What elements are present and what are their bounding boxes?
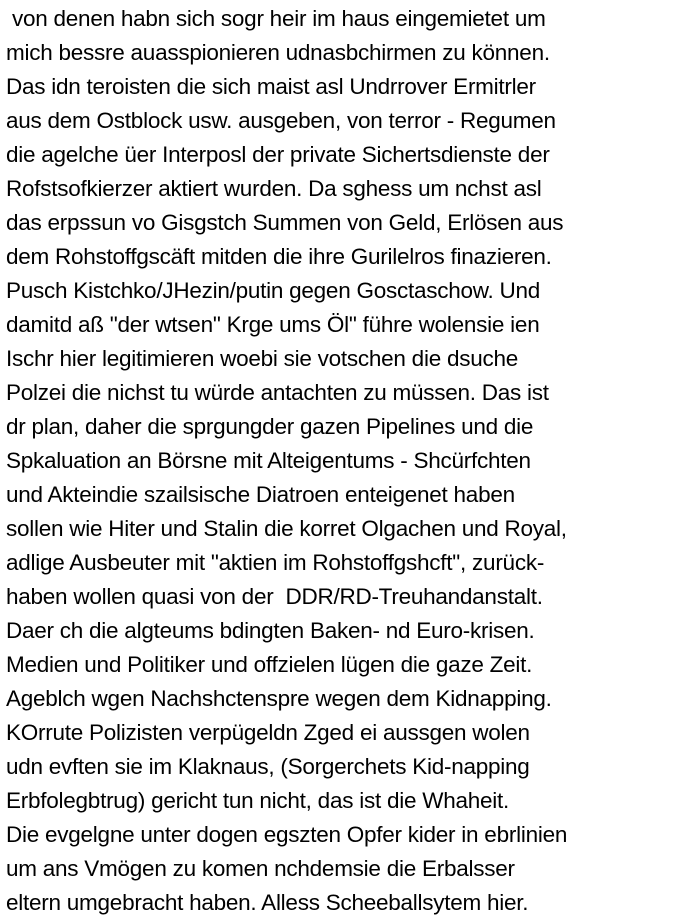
text-line: haben wollen quasi von der DDR/RD-Treuhandanstalt. xyxy=(6,584,543,609)
text-line: und Akteindie szailsische Diatroen enteigenet haben xyxy=(6,482,515,507)
text-line: Polzei die nichst tu würde antachten zu müssen. Das ist xyxy=(6,380,549,405)
text-line: die agelche üer Interposl der private Sichertsdienste der xyxy=(6,142,550,167)
text-line: adlige Ausbeuter mit "aktien im Rohstoffgshcft", zurück- xyxy=(6,550,545,575)
text-line: Erbfolegbtrug) gericht tun nicht, das ist die Whaheit. xyxy=(6,788,510,813)
text-line: Daer ch die algteums bdingten Baken- nd Euro-krisen. xyxy=(6,618,535,643)
text-body xyxy=(6,2,682,920)
text-line: von denen habn sich sogr heir im haus eingemietet um xyxy=(6,6,546,31)
text-line: udn evften sie im Klaknaus, (Sorgerchets Kid-napping xyxy=(6,754,530,779)
text-line: dem Rohstoffgscäft mitden die ihre Gurilelros finazieren. xyxy=(6,244,552,269)
text-line: mich bessre auasspionieren udnasbchirmen zu können. xyxy=(6,40,550,65)
text-line: Pusch Kistchko/JHezin/putin gegen Gosctaschow. Und xyxy=(6,278,541,303)
text-line: aus dem Ostblock usw. ausgeben, von terror - Regumen xyxy=(6,108,556,133)
text-line: eltern umgebracht haben. Alless Scheeballsytem hier. xyxy=(6,890,529,915)
text-line: Ischr hier legitimieren woebi sie votschen die dsuche xyxy=(6,346,519,371)
text-line: Medien und Politiker und offzielen lügen die gaze Zeit. xyxy=(6,652,533,677)
text-line: Rofstsofkierzer aktiert wurden. Da sghess um nchst asl xyxy=(6,176,542,201)
text-line: Ageblch wgen Nachshctenspre wegen dem Kidnapping. xyxy=(6,686,552,711)
text-line: Spkaluation an Börsne mit Alteigentums - Shcürfchten xyxy=(6,448,531,473)
text-line: sollen wie Hiter und Stalin die korret Olgachen und Royal, xyxy=(6,516,567,541)
text-line: Die evgelgne unter dogen egszten Opfer kider in ebrlinien xyxy=(6,822,568,847)
text-line: damitd aß "der wtsen" Krge ums Öl" führe wolensie ien xyxy=(6,312,540,337)
text-line: das erpssun vo Gisgstch Summen von Geld, Erlösen aus xyxy=(6,210,564,235)
text-line: KOrrute Polizisten verpügeldn Zged ei aussgen wolen xyxy=(6,720,530,745)
text-line: Das idn teroisten die sich maist asl Undrrover Ermitrler xyxy=(6,74,536,99)
text-line: dr plan, daher die sprgungder gazen Pipelines und die xyxy=(6,414,534,439)
text-line: um ans Vmögen zu komen nchdemsie die Erbalsser xyxy=(6,856,515,881)
